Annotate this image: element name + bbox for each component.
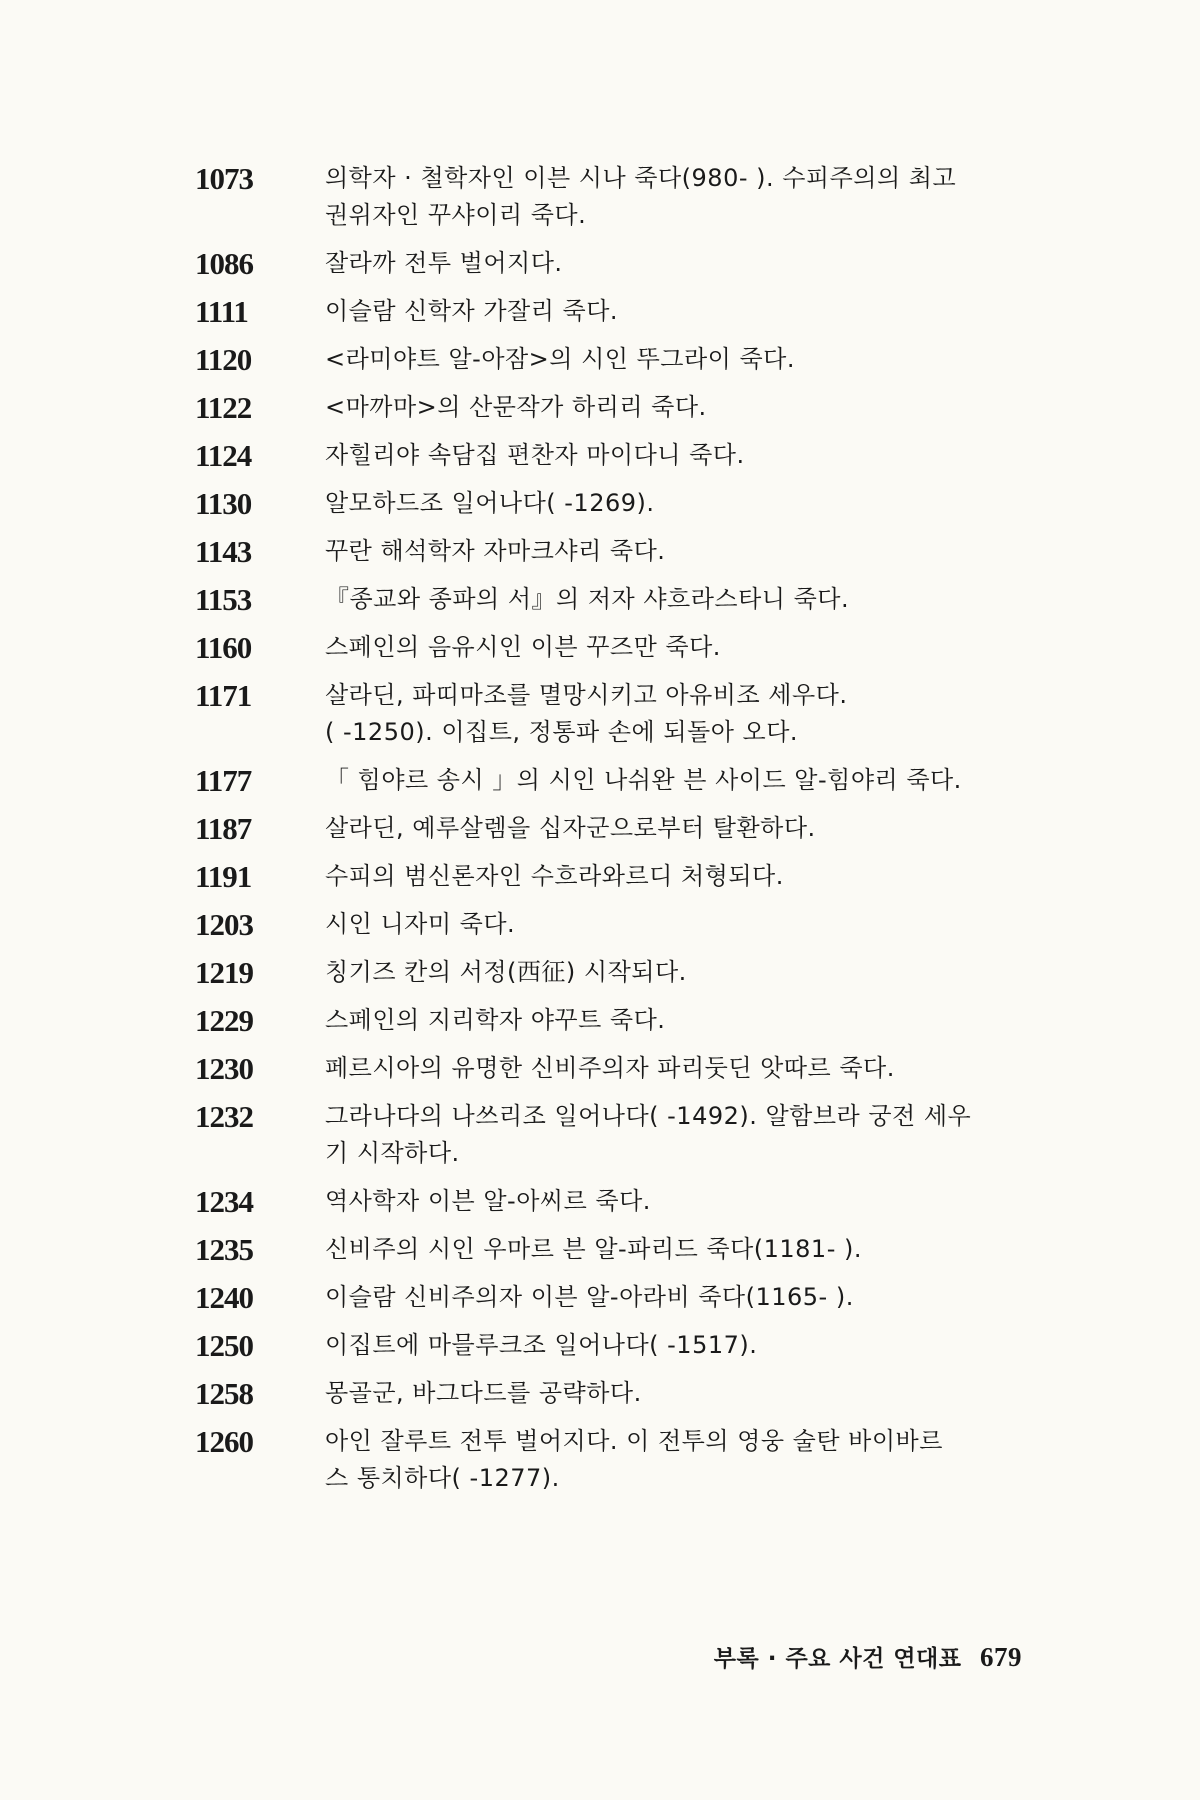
entry-description bbox=[325, 1279, 1025, 1316]
chronology-entry bbox=[195, 160, 1025, 234]
entry-description-line: 스페인의 음유시인 이븐 꾸즈만 죽다. bbox=[325, 633, 721, 661]
chronology-entry bbox=[195, 1327, 1025, 1364]
entry-description-line: 「 힘야르 송시 」의 시인 나쉬완 븐 사이드 알-힘야리 죽다. bbox=[325, 766, 962, 794]
chronology-entry bbox=[195, 629, 1025, 666]
entry-year: 1240 bbox=[195, 1280, 253, 1315]
chronology-entry bbox=[195, 1050, 1025, 1087]
entry-description-line: 이슬람 신비주의자 이븐 알-아라비 죽다(1165- ). bbox=[325, 1283, 854, 1311]
entry-description-line: 신비주의 시인 우마르 븐 알-파리드 죽다(1181- ). bbox=[325, 1235, 862, 1263]
footer-title: 부록 · 주요 사건 연대표 bbox=[713, 1646, 962, 1672]
entry-year: 1111 bbox=[195, 294, 248, 329]
entry-description bbox=[325, 1327, 1025, 1364]
entry-description-line: 자힐리야 속담집 편찬자 마이다니 죽다. bbox=[325, 441, 745, 469]
entry-description-line: <라미야트 알-아잠>의 시인 뚜그라이 죽다. bbox=[325, 345, 795, 373]
entry-description bbox=[325, 1231, 1025, 1268]
entry-description-line: 아인 잘루트 전투 벌어지다. 이 전투의 영웅 술탄 바이바르 bbox=[325, 1427, 943, 1455]
chronology-entry bbox=[195, 533, 1025, 570]
chronology-entry bbox=[195, 245, 1025, 282]
entry-year: 1219 bbox=[195, 955, 253, 990]
entry-description bbox=[325, 906, 1025, 943]
entry-description bbox=[325, 1375, 1025, 1412]
entry-year: 1073 bbox=[195, 161, 253, 196]
entry-year: 1232 bbox=[195, 1099, 253, 1134]
entry-year: 1235 bbox=[195, 1232, 253, 1267]
entry-year: 1120 bbox=[195, 342, 252, 377]
entry-description-line: 『종교와 종파의 서』의 저자 샤흐라스타니 죽다. bbox=[325, 585, 850, 613]
entry-description-line: 수피의 범신론자인 수흐라와르디 처형되다. bbox=[325, 862, 784, 890]
chronology-entry bbox=[195, 1423, 1025, 1497]
entry-description-line: 페르시아의 유명한 신비주의자 파리둣딘 앗따르 죽다. bbox=[325, 1054, 895, 1082]
entry-year: 1086 bbox=[195, 246, 253, 281]
entry-description bbox=[325, 581, 1025, 618]
chronology-entry bbox=[195, 485, 1025, 522]
entry-year: 1234 bbox=[195, 1184, 253, 1219]
chronology-entry bbox=[195, 1231, 1025, 1268]
entry-year: 1153 bbox=[195, 582, 252, 617]
entry-year: 1171 bbox=[195, 678, 252, 713]
page-footer bbox=[714, 1640, 1022, 1673]
entry-description bbox=[325, 389, 1025, 426]
chronology-entry bbox=[195, 1279, 1025, 1316]
chronology-entry bbox=[195, 1375, 1025, 1412]
chronology-entry bbox=[195, 906, 1025, 943]
chronology-entry bbox=[195, 677, 1025, 751]
entry-description bbox=[325, 485, 1025, 522]
entry-description bbox=[325, 437, 1025, 474]
chronology-entry bbox=[195, 341, 1025, 378]
entry-description bbox=[325, 1002, 1025, 1039]
entry-description bbox=[325, 629, 1025, 666]
chronology-entry bbox=[195, 762, 1025, 799]
entry-description bbox=[325, 533, 1025, 570]
chronology-entry bbox=[195, 1098, 1025, 1172]
page-number: 679 bbox=[980, 1642, 1022, 1672]
entry-description bbox=[325, 810, 1025, 847]
entry-description-line: 스페인의 지리학자 야꾸트 죽다. bbox=[325, 1006, 666, 1034]
entry-description bbox=[325, 341, 1025, 378]
entry-description-line: 알모하드조 일어나다( -1269). bbox=[325, 489, 655, 517]
entry-year: 1229 bbox=[195, 1003, 253, 1038]
entry-year: 1187 bbox=[195, 811, 252, 846]
entry-description-line: 기 시작하다. bbox=[325, 1139, 460, 1167]
entry-year: 1160 bbox=[195, 630, 252, 665]
entry-year: 1258 bbox=[195, 1376, 253, 1411]
chronology-list bbox=[195, 160, 1025, 1508]
entry-year: 1143 bbox=[195, 534, 252, 569]
entry-year: 1260 bbox=[195, 1424, 253, 1459]
entry-description bbox=[325, 245, 1025, 282]
entry-description-line: 몽골군, 바그다드를 공략하다. bbox=[325, 1379, 642, 1407]
entry-description bbox=[325, 954, 1025, 991]
entry-year: 1122 bbox=[195, 390, 252, 425]
entry-description-line: 의학자 · 철학자인 이븐 시나 죽다(980- ). 수피주의의 최고 bbox=[325, 164, 957, 192]
entry-description-line: <마까마>의 산문작가 하리리 죽다. bbox=[325, 393, 707, 421]
chronology-entry bbox=[195, 954, 1025, 991]
entry-description bbox=[325, 1423, 1025, 1497]
entry-description-line: 역사학자 이븐 알-아씨르 죽다. bbox=[325, 1187, 651, 1215]
entry-description-line: 스 통치하다( -1277). bbox=[325, 1464, 560, 1492]
entry-description-line: 권위자인 꾸샤이리 죽다. bbox=[325, 201, 587, 229]
entry-year: 1203 bbox=[195, 907, 253, 942]
entry-year: 1124 bbox=[195, 438, 252, 473]
entry-year: 1177 bbox=[195, 763, 252, 798]
entry-year: 1191 bbox=[195, 859, 252, 894]
entry-description bbox=[325, 677, 1025, 751]
entry-description bbox=[325, 293, 1025, 330]
entry-description bbox=[325, 762, 1025, 799]
entry-description-line: 이집트에 마믈루크조 일어나다( -1517). bbox=[325, 1331, 758, 1359]
entry-description-line: 꾸란 해석학자 자마크샤리 죽다. bbox=[325, 537, 666, 565]
entry-description-line: 그라나다의 나쓰리조 일어나다( -1492). 알함브라 궁전 세우 bbox=[325, 1102, 972, 1130]
entry-description-line: 이슬람 신학자 가잘리 죽다. bbox=[325, 297, 619, 325]
entry-year: 1250 bbox=[195, 1328, 253, 1363]
chronology-entry bbox=[195, 1002, 1025, 1039]
chronology-entry bbox=[195, 389, 1025, 426]
chronology-entry bbox=[195, 293, 1025, 330]
entry-description-line: 시인 니자미 죽다. bbox=[325, 910, 516, 938]
entry-description-line: 칭기즈 칸의 서정(西征) 시작되다. bbox=[325, 958, 687, 986]
entry-description-line: 잘라까 전투 벌어지다. bbox=[325, 249, 563, 277]
chronology-entry bbox=[195, 437, 1025, 474]
entry-description bbox=[325, 858, 1025, 895]
entry-description-line: ( -1250). 이집트, 정통파 손에 되돌아 오다. bbox=[325, 718, 799, 746]
chronology-entry bbox=[195, 858, 1025, 895]
entry-description-line: 살라딘, 예루살렘을 십자군으로부터 탈환하다. bbox=[325, 814, 816, 842]
entry-description bbox=[325, 1098, 1025, 1172]
entry-description bbox=[325, 1183, 1025, 1220]
entry-description bbox=[325, 160, 1025, 234]
chronology-entry bbox=[195, 810, 1025, 847]
entry-description-line: 살라딘, 파띠마조를 멸망시키고 아유비조 세우다. bbox=[325, 681, 848, 709]
entry-year: 1230 bbox=[195, 1051, 253, 1086]
entry-description bbox=[325, 1050, 1025, 1087]
chronology-entry bbox=[195, 1183, 1025, 1220]
chronology-entry bbox=[195, 581, 1025, 618]
entry-year: 1130 bbox=[195, 486, 252, 521]
